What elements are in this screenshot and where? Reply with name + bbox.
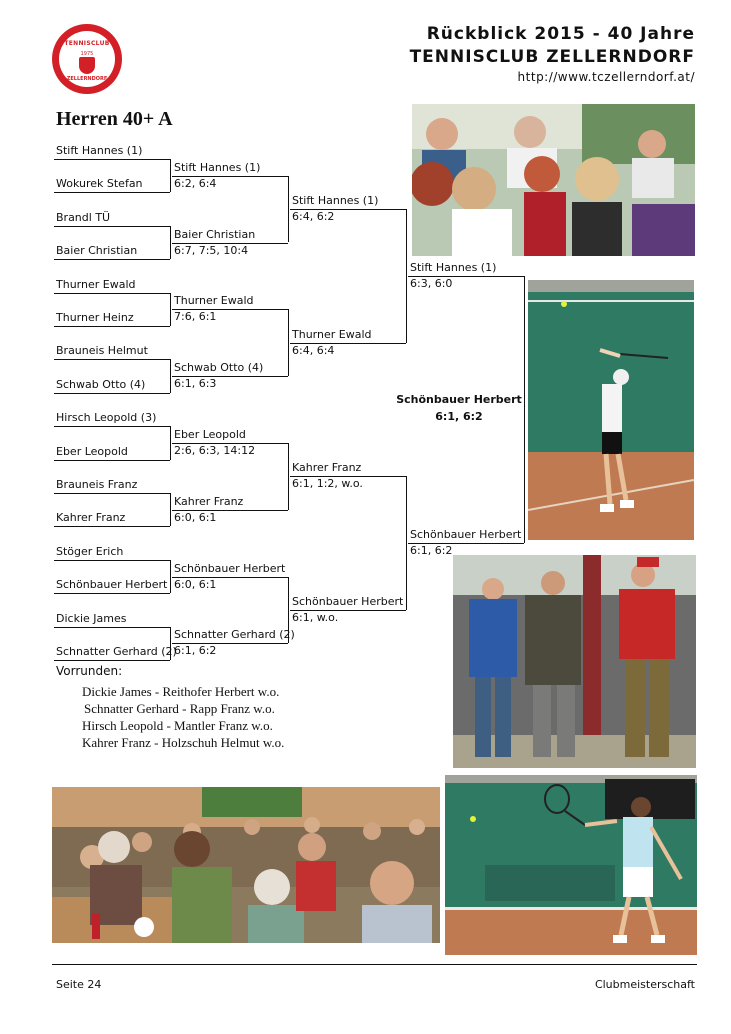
photo-dinner-crowd [52,787,440,943]
bracket-connector [406,476,407,610]
champion-score: 6:1, 6:2 [435,410,483,423]
match-winner: Schwab Otto (4) [174,361,264,375]
photo-spectators [412,104,695,256]
match-score: 6:3, 6:0 [410,276,453,290]
vorrunden-item: Dickie James - Reithofer Herbert w.o. [82,684,280,699]
match-score: 6:1, 6:2 [174,644,217,658]
bracket-line [54,660,170,661]
bracket-connector [406,209,407,343]
bracket-connector [288,176,289,243]
player-name: Thurner Ewald [56,277,136,291]
match-winner: Thurner Ewald [292,327,372,341]
match-score: 6:2, 6:4 [174,176,217,190]
bracket-line [54,426,170,427]
match-score: 6:1, 6:2 [410,544,453,558]
player-name: Dickie James [56,611,127,625]
match-score: 6:0, 6:1 [174,577,217,591]
player-name: Stöger Erich [56,544,124,558]
player-name: Schönbauer Herbert [56,578,168,592]
vorrunden-title: Vorrunden: [56,664,123,678]
player-name: Schnatter Gerhard (2) [56,645,177,658]
match-winner: Schönbauer Herbert [292,594,404,608]
match-winner: Schnatter Gerhard (2) [174,628,295,642]
header-title: Rückblick 2015 - 40 Jahre [426,24,695,44]
player-name: Thurner Heinz [56,311,134,324]
match-winner: Stift Hannes (1) [174,160,261,174]
logo-text-bottom: ZELLERNDORF [66,76,108,82]
bracket-line [54,460,170,461]
shield-icon [79,57,95,74]
header-url[interactable]: http://www.tczellerndorf.at/ [517,70,695,84]
player-name: Brauneis Franz [56,478,138,491]
bracket-connector [288,577,289,644]
bracket-connector [170,627,171,660]
player-name: Stift Hannes (1) [56,144,143,157]
bracket-line [54,359,170,360]
match-winner: Stift Hannes (1) [410,260,497,274]
photo-forehand [445,775,697,955]
player-name: Brauneis Helmut [56,344,148,358]
bracket-connector [170,560,171,593]
match-winner: Schönbauer Herbert [174,561,286,575]
match-score: 6:7, 7:5, 10:4 [174,243,249,257]
player-name: Baier Christian [56,244,138,258]
match-score: 6:1, 1:2, w.o. [292,477,363,491]
match-score: 6:0, 6:1 [174,510,217,524]
match-score: 6:1, 6:3 [174,377,217,391]
footer-section: Clubmeisterschaft [594,978,695,991]
club-logo [52,24,122,94]
match-score: 2:6, 6:3, 14:12 [174,443,256,457]
match-score: 6:4, 6:2 [292,210,335,224]
bracket-line [54,226,170,227]
bracket-line [54,293,170,294]
bracket-connector [170,493,171,526]
page-number: Seite 24 [56,978,102,991]
player-name: Eber Leopold [56,444,128,458]
logo-text-top: TENNISCLUB [64,40,110,47]
player-name: Hirsch Leopold (3) [56,411,157,425]
vorrunden-item: Schnatter Gerhard - Rapp Franz w.o. [84,701,275,716]
match-winner: Eber Leopold [174,427,246,441]
photo-serve [528,280,694,540]
bracket-connector [170,293,171,326]
bracket-line [54,627,170,628]
bracket-line [54,593,170,594]
bracket-line [54,192,170,193]
bracket-connector [170,159,171,192]
match-winner: Baier Christian [174,227,256,241]
footer-divider [52,964,697,965]
match-score: 6:4, 6:4 [292,343,335,357]
player-name: Schwab Otto (4) [56,377,146,391]
bracket-line [54,560,170,561]
match-winner: Thurner Ewald [174,294,254,308]
bracket-line [54,326,170,327]
bracket-line [54,493,170,494]
match-winner: Kahrer Franz [174,494,244,508]
match-winner: Stift Hannes (1) [292,194,379,208]
player-name: Wokurek Stefan [56,177,143,191]
match-winner: Kahrer Franz [292,461,362,475]
player-name: Kahrer Franz [56,511,126,525]
player-name: Brandl TÜ [56,210,111,224]
photo-group-standing [453,555,696,768]
bracket-connector [170,426,171,459]
page-title: Herren 40+ A [56,108,173,130]
bracket-line [54,393,170,394]
logo-year: 1975 [80,51,94,57]
bracket-line [54,526,170,527]
champion-name: Schönbauer Herbert [396,393,522,406]
bracket-connector [288,443,289,510]
vorrunden-item: Hirsch Leopold - Mantler Franz w.o. [82,718,273,733]
header-subtitle: TENNISCLUB ZELLERNDORF [409,47,695,67]
bracket-line [54,259,170,260]
match-score: 7:6, 6:1 [174,310,217,324]
bracket-connector [170,226,171,259]
match-score: 6:1, w.o. [292,610,339,624]
match-winner: Schönbauer Herbert [410,528,522,542]
bracket-connector [288,309,289,376]
bracket-connector [170,359,171,392]
vorrunden-item: Kahrer Franz - Holzschuh Helmut w.o. [82,735,285,750]
bracket-line [54,159,170,160]
